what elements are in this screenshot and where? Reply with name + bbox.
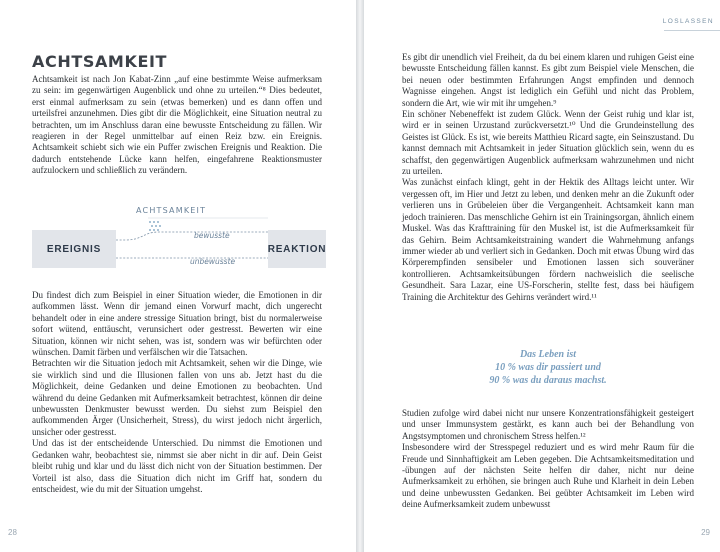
running-head-rule [664, 30, 720, 31]
pull-quote [402, 348, 694, 387]
body-paragraph: Was zunächst einfach klingt, geht in der Hektik des Alltags leicht unter. Wir vergessen oft, im Hier und Jetzt zu leben, und denken mehr an die Zukunft oder verlieren uns in Grübeleien über die Vergangenheit. Achtsamkeit kann man jedoch trainieren. Das menschliche Gehirn ist ein Trainingsorgan, ähnlich einem Muskel. Was das Krafttraining für den Muskel ist, ist die Aufmerksamkeit für das Gehirn. Beim Achtsamkeitstraining wandert die Wahrnehmung anfangs immer wieder ab und verliert sich in Gedanken. Doch mit etwas Übung wird das Körperempfinden sensibeler und Emotionen lassen sich souveräner kontrollieren. Achtsamkeitsübungen fördern nachweislich die seelische Gesundheit. Sara Lazar, eine US-Forscherin, stellte fest, dass bei häufigem Training die Architektur des Gehirns verändert wird.¹¹ [402, 177, 694, 302]
page-number-right: 29 [701, 528, 710, 537]
body-paragraph: Und das ist der entscheidende Unterschied. Du nimmst die Emotionen und Gedanken wahr, beobachtest sie, nimmst sie aber nicht in dir auf. Dein Geist bleibt ruhig und klar und du lässt dich nicht von der Situation bestimmen. Der Vorteil ist also, dass die Situation dich nicht im Griff hat, sondern du entscheidest, wie du mit der Situation umgehst. [32, 438, 322, 494]
body-paragraph: Ein schöner Nebeneffekt ist zudem Glück. Wenn der Geist ruhig und klar ist, wird er in seinen Urzustand zurückversetzt.¹⁰ Und die Grundeinstellung des Geistes ist Glück. Es ist, wie bereits Matthieu Ricard sagte, ein Seinszustand. Du kannst demnach mit Achtsamkeit in jeder Situation glücklich sein, wenn du es schaffst, den gegenwärtigen Augenblick aufmerksam wahrzunehmen und nicht zu urteilen. [402, 109, 694, 177]
body-paragraph: Betrachten wir die Situation jedoch mit Achtsamkeit, sehen wir die Dinge, wie sie wirklich sind und die Illusionen fallen von uns ab. Jetzt hast du die Möglichkeit, deine Gedanken und deine Emotionen zu beobachten. Und während du deine Gedanken mit Aufmerksamkeit betrachtest, können dir deine unbewussten Denkmuster bewusst werden. Du siehst zum Beispiel den aufkommenden Ärger (Unsicherheit, Stress), du wirst jedoch nicht ärgerlich, unsicher oder gestresst. [32, 358, 322, 437]
quote-line: Das Leben ist [519, 349, 577, 360]
book-gutter [356, 0, 364, 552]
quote-line: 90 % was du daraus machst. [489, 375, 607, 386]
conscious-path [116, 232, 268, 240]
right-body [402, 52, 694, 303]
body-paragraph: Studien zufolge wird dabei nicht nur unsere Konzentrationsfähigkeit gesteigert und unser Immunsystem gestärkt, es kann auch bei der Behandlung von Angstsymptomen und chronischem Stress helfen.¹² [402, 408, 694, 441]
unbewusste-label: unbewusste [190, 257, 236, 266]
reaktion-box: REAKTION [268, 230, 326, 268]
left-body [32, 290, 322, 495]
quote-line: 10 % was dir passiert und [495, 362, 601, 373]
section-heading: ACHTSAMKEIT [32, 52, 168, 71]
body-paragraph: Du findest dich zum Beispiel in einer Situation wieder, die Emotionen in dir aufkommen lässt. Wenn dir jemand einen Vorwurf macht, dich ungerecht behandelt oder in eine andere stressige Situation bringt, bist du normalerweise sofort wütend, enttäuscht, verunsichert oder gestresst. Bewerten wir eine Situation, können wir nicht sehen, was ist, sondern was wir befürchten oder wünschen. Damit färben und verfälschen wir die Tatsachen. [32, 290, 322, 358]
mindfulness-diagram [32, 200, 328, 280]
right-page [364, 0, 720, 552]
body-paragraph: Es gibt dir unendlich viel Freiheit, da du bei einem klaren und ruhigen Geist eine bewusste Entscheidung fällen kannst. Es gibt zum Beispiel viele Menschen, die bei neuen oder bestimmten Erfahrungen Angst empfinden und dennoch Wagnisse eingehen. Angst ist lediglich ein Gefühl und nicht das Problem, sondern die Art, wie wir mit ihr umgehen.⁹ [402, 52, 694, 108]
ereignis-box: EREIGNIS [32, 230, 116, 268]
dot-cluster-icon [149, 221, 161, 231]
left-page [0, 0, 356, 552]
body-paragraph: Insbesondere wird der Stresspegel reduziert und es wird mehr Raum für die Freude und Sinnhaftigkeit am Leben gegeben. Die Achtsamkeitsmeditation und -übungen auf der nächsten Seite helfen dir daher, nicht nur deine Aufmerksamkeit zu erhöhen, sie bringen auch Ruhe und Klarheit in dein Leben und deine unbewussten Gedanken. Bei geübter Achtsamkeit im Leben wird deine Aufmerksamkeit zudem unbewusst [402, 442, 694, 510]
right-body-lower [402, 408, 694, 511]
intro-paragraph: Achtsamkeit ist nach Jon Kabat-Zinn „auf eine bestimmte Weise aufmerksam zu sein: im gegenwärtigen Augenblick und ohne zu urteilen.“⁸ Dies bedeutet, erst einmal aufmerksam zu sein (etwas bemerken) und es dann offen und urteilsfrei anzunehmen. Dies gibt dir die Möglichkeit, eine Situation neutral zu betrachten, um im Anschluss daran eine bewusste Entscheidung zu fällen. Wir reagieren in der Regel unmittelbar auf einen Reiz bzw. ein Ereignis. Achtsamkeit schiebt sich wie ein Puffer zwischen Ereignis und Reaktion. Die dadurch entstehende Lücke kann helfen, eingefahrene Reaktionsmuster aufzulockern und schließlich zu verändern. [32, 74, 322, 176]
running-head: LOSLASSEN [662, 18, 714, 25]
bewusste-label: bewusste [194, 231, 230, 240]
achtsamkeit-label: ACHTSAMKEIT [136, 206, 207, 215]
page-number-left: 28 [8, 528, 17, 537]
